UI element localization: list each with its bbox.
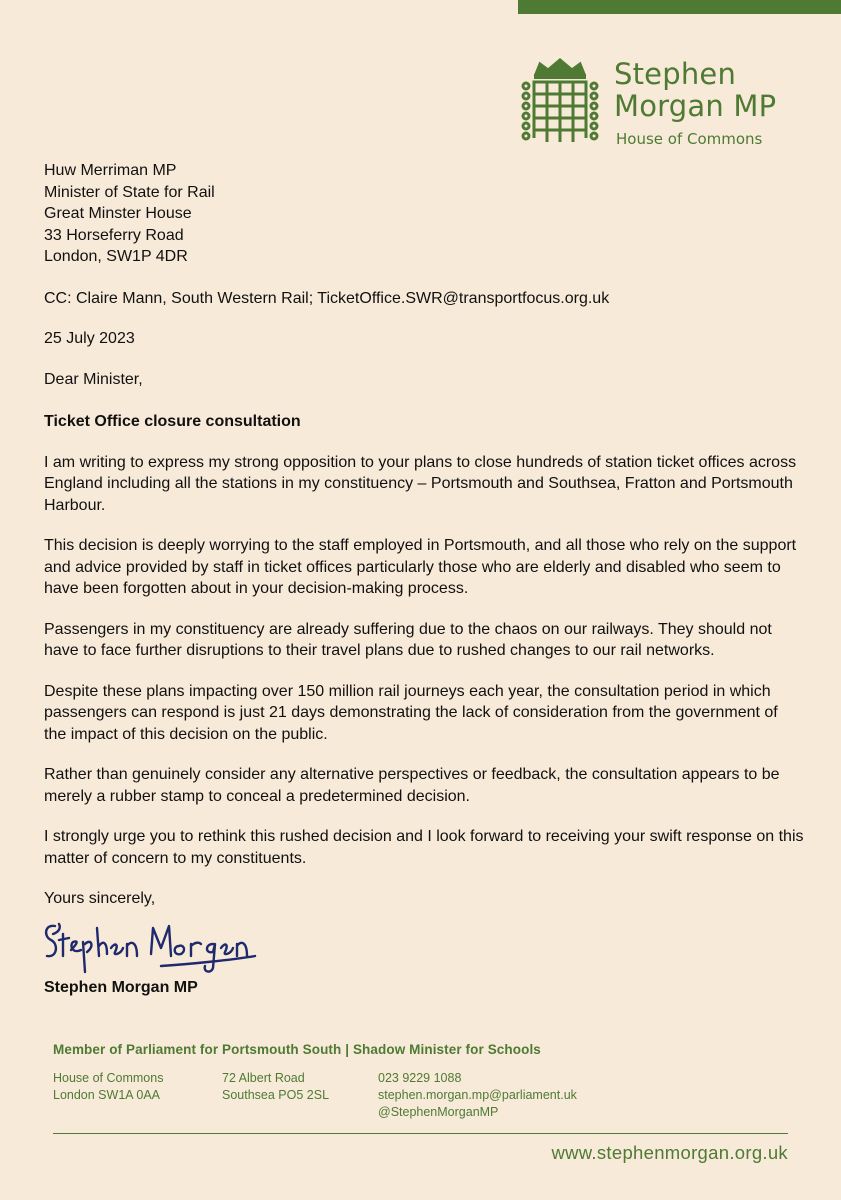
- mp-name-logo: [614, 58, 776, 122]
- footer-social-handle: @StephenMorganMP: [378, 1105, 499, 1119]
- paragraph: I am writing to express my strong opposition to your plans to close hundreds of station ticket offices across England including all the stations in my constituency – Portsmouth and Southsea, Fratton and Portsmouth Harbour.: [44, 453, 797, 514]
- footer-line: London SW1A 0AA: [53, 1088, 161, 1102]
- handwritten-signature: [41, 914, 261, 976]
- footer-divider: [53, 1133, 788, 1134]
- footer-line: House of Commons: [53, 1071, 164, 1085]
- footer-line: 72 Albert Road: [222, 1071, 305, 1085]
- footer-title: Member of Parliament for Portsmouth South | Shadow Minister for Schools: [53, 1042, 541, 1057]
- cc-line: CC: Claire Mann, South Western Rail; TicketOffice.SWR@transportfocus.org.uk: [44, 289, 610, 307]
- paragraph: I strongly urge you to rethink this rushed decision and I look forward to receiving your swift response on this matter of concern to my constituents.: [44, 828, 804, 867]
- letterhead-logo: [518, 56, 818, 156]
- footer-phone: 023 9229 1088: [378, 1071, 462, 1085]
- mp-name-line2: Morgan MP: [614, 89, 777, 123]
- recipient-line: Huw Merriman MP: [44, 162, 177, 179]
- closing: Yours sincerely,: [44, 890, 156, 907]
- mp-name-line1: Stephen: [614, 57, 737, 91]
- salutation: Dear Minister,: [44, 370, 143, 388]
- footer-email: stephen.morgan.mp@parliament.uk: [378, 1088, 577, 1102]
- paragraph: Despite these plans impacting over 150 million rail journeys each year, the consultation period in which passengers can respond is just 21 days demonstrating the lack of consideration from the government of the impact of this decision on the public.: [44, 682, 778, 743]
- footer-website: www.stephenmorgan.org.uk: [551, 1142, 788, 1163]
- portcullis-icon: [518, 56, 602, 148]
- footer-address-commons: [53, 1070, 163, 1104]
- recipient-address: [44, 160, 804, 268]
- footer-contact: [378, 1070, 577, 1121]
- recipient-line: Great Minster House: [44, 205, 192, 222]
- recipient-line: Minister of State for Rail: [44, 183, 215, 201]
- subject-line: Ticket Office closure consultation: [44, 413, 301, 430]
- letter-date: 25 July 2023: [44, 330, 135, 347]
- paragraph: This decision is deeply worrying to the staff employed in Portsmouth, and all those who rely on the support and advice provided by staff in ticket offices particularly those who are elderly and disabled who seem to have been forgotten about in your decision-making process.: [44, 537, 797, 597]
- footer-line: Southsea PO5 2SL: [222, 1088, 330, 1102]
- paragraph: Rather than genuinely consider any alternative perspectives or feedback, the consultation appears to be merely a rubber stamp to conceal a predetermined decision.: [44, 766, 780, 805]
- header-accent-bar: [518, 0, 841, 14]
- paragraph: Passengers in my constituency are already suffering due to the chaos on our railways. They should not have to face further disruptions to their travel plans due to rushed changes to our rail networks.: [44, 620, 772, 659]
- letter-body: [44, 160, 804, 998]
- recipient-line: 33 Horseferry Road: [44, 226, 184, 244]
- signatory-name: Stephen Morgan MP: [44, 978, 198, 996]
- house-of-commons-label: House of Commons: [616, 130, 763, 148]
- recipient-line: London, SW1P 4DR: [44, 248, 188, 265]
- footer-address-constituency: [222, 1070, 329, 1104]
